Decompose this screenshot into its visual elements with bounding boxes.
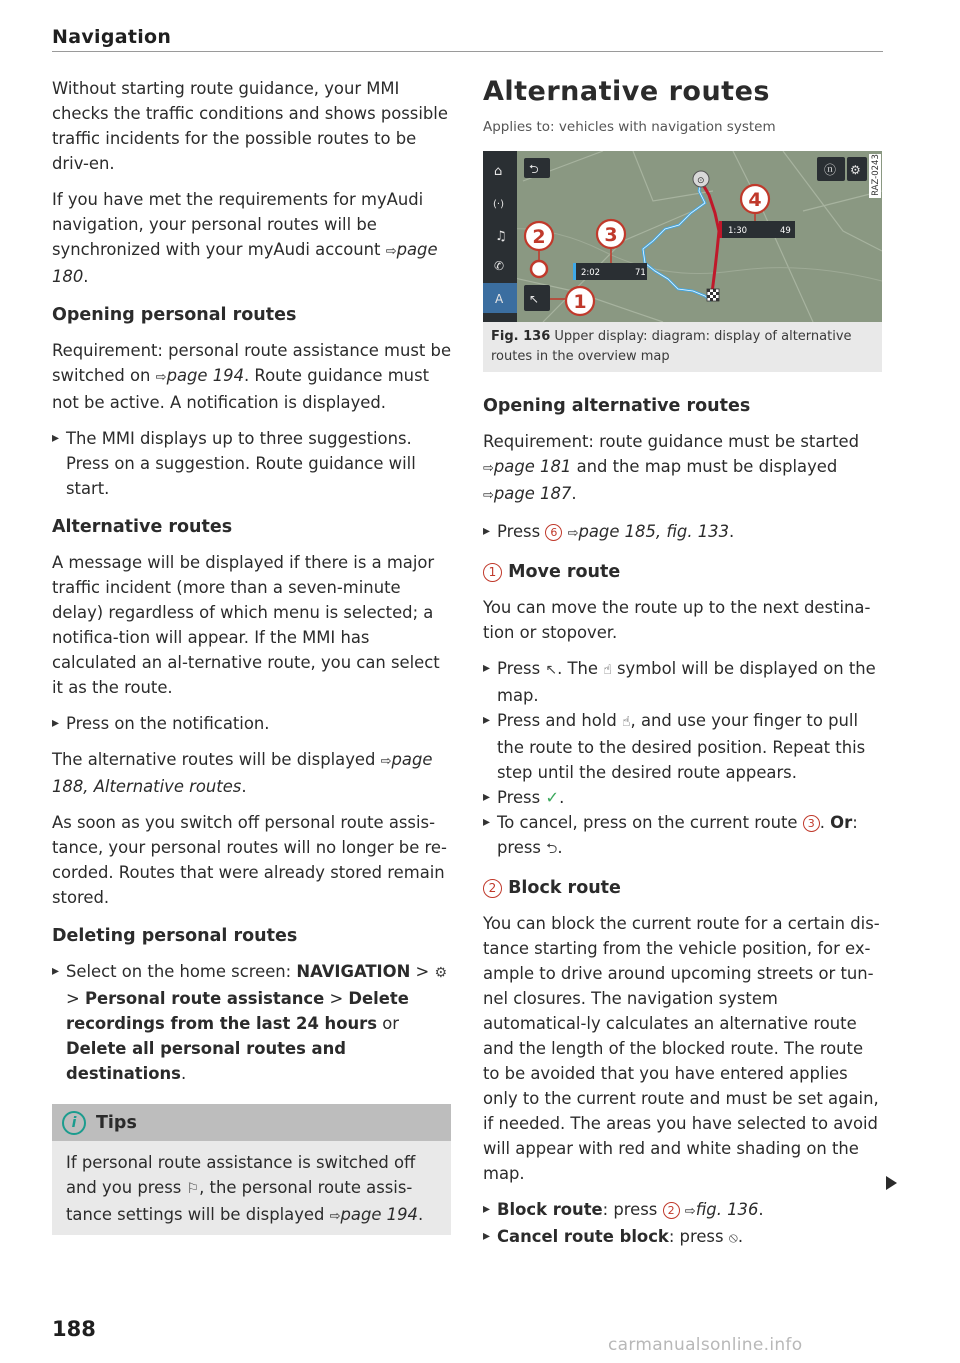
block-route-control[interactable] (531, 261, 547, 277)
section-header: Navigation (52, 26, 172, 48)
personal-routes-requirement (52, 338, 452, 415)
page-title: Alternative routes (483, 76, 770, 107)
step-label: Block route (497, 1200, 603, 1219)
tips-text: If personal route assistance is switched off and you press (66, 1153, 416, 1197)
figure-caption (483, 322, 882, 372)
myaudi-text: If you have met the requirements for myAudi navigation, your personal routes will be synchronized with your myAudi account (52, 190, 424, 259)
instruction-step: ▸ Cancel route block: press ⦸. (483, 1224, 883, 1251)
current-route-color-marker (719, 221, 722, 238)
tips-text-end: , the personal route assis-tance settings will be displayed (66, 1178, 413, 1224)
alt-route-distance: 71 (635, 268, 646, 278)
back-arrow-icon: ⮌ (546, 841, 558, 857)
requirement-text-2: and the map must be displayed (576, 457, 838, 476)
instruction-step: ▸ Press ✓. (483, 785, 883, 810)
tips-title: Tips (96, 1112, 137, 1133)
instruction-step: ▸ Block route: press 2 ⇨fig. 136. (483, 1197, 883, 1224)
menu-navigation: NAVIGATION (296, 962, 411, 981)
heading-block-route-text: Block route (508, 878, 621, 898)
instruction-step: ▸ The MMI displays up to three suggestions. Press on a suggestion. Route guidance will start. (52, 426, 452, 501)
figure-label: Fig. 136 (491, 329, 551, 344)
step-text-2: , and use your finger to pull the route to the desired position. Repeat this step until the desired route appears. (497, 711, 866, 782)
page-reference-link[interactable]: page 180 (52, 240, 438, 286)
reference-arrow-icon: ⇨ (684, 1204, 696, 1219)
figure-136-map (483, 151, 882, 322)
reference-arrow-icon: ⇨ (155, 370, 167, 385)
figure-caption-text: Upper display: diagram: display of alternative routes in the overview map (491, 329, 852, 364)
figure-reference-link[interactable]: fig. 136 (695, 1200, 759, 1219)
callout-1-icon: 1 (483, 563, 502, 582)
block-route-paragraph: You can block the current route for a certain dis-tance starting from the vehicle position, for ex-ample to drive around upcoming streets or tun-nel closures. The navigation system automatical-ly calculates an alternative route and the length of the blocked route. The route to be avoided that you have entered applies only to the current route and must be set again, if needed. The areas you have selected to avoid will appear with red and white shading on the map. (483, 914, 880, 1183)
tips-header (52, 1104, 451, 1141)
home-icon[interactable]: ⌂ (494, 164, 503, 179)
instruction-step (483, 708, 883, 785)
info-icon: i (62, 1111, 86, 1135)
checkmark-icon: ✓ (545, 788, 560, 807)
callout-3-icon: 3 (803, 815, 820, 832)
applies-to-note: Applies to: vehicles with navigation system (483, 119, 776, 135)
step-label: Cancel route block (497, 1227, 669, 1246)
navigation-icon[interactable]: A (495, 292, 504, 306)
intro-paragraph: Without starting route guidance, your MMI checks the traffic conditions and shows possible traffic incidents for the possible routes to be driv-en. (52, 79, 448, 173)
instruction-step: ▸ Select on the home screen: NAVIGATION > ⚙ > Personal route assistance > Delete recordings from the last 24 hours or Delete all personal routes and destinations. (52, 959, 452, 1086)
requirement-text: Requirement: personal route assistance must be switched on (52, 341, 452, 385)
gear-icon: ⚙ (850, 163, 861, 177)
step-text-2: . The (557, 659, 598, 678)
reference-arrow-icon: ⇨ (483, 461, 494, 476)
step-text-3: symbol will be displayed on the map. (497, 659, 876, 705)
page-reference-link[interactable]: page 181 (493, 457, 572, 476)
step-text: Press and hold (497, 711, 617, 730)
route-settings-icon: ⚐ (186, 1181, 200, 1197)
header-divider (52, 51, 883, 52)
menu-delete-recordings: Delete recordings from the last 24 hours (66, 989, 409, 1033)
instruction-step: ▸ Press 6 ⇨page 185, fig. 133. (483, 519, 883, 546)
reference-arrow-icon: ⇨ (380, 754, 392, 769)
cancel-block-icon: ⦸ (728, 1230, 738, 1246)
step-text-2: press (497, 838, 541, 857)
map-illustration (483, 151, 882, 322)
reference-arrow-icon: ⇨ (329, 1209, 341, 1224)
step-text: To cancel, press on the current route (497, 813, 798, 832)
alt-requirement-paragraph: Requirement: route guidance must be started ⇨page 181 and the map must be displayed ⇨page 187. (483, 432, 860, 503)
hand-drag-icon: ☝ (603, 662, 612, 678)
reference-arrow-icon: ⇨ (483, 488, 494, 503)
step-text: Press (497, 522, 541, 541)
menu-personal-route-assistance: Personal route assistance (84, 989, 325, 1008)
heading-opening-alternative-routes: Opening alternative routes (483, 396, 751, 416)
requirement-text-end: . Route guidance must not be active. A notification is displayed. (52, 366, 430, 412)
myaudi-paragraph: If you have met the requirements for myAudi navigation, your personal routes will be synchronized with your myAudi account ⇨page 180. (52, 190, 438, 286)
callout-3-number: 3 (604, 224, 618, 246)
tips-body: If personal route assistance is switched off and you press ⚐, the personal route assis-tance settings will be displayed ⇨page 194. (66, 1153, 424, 1224)
music-icon[interactable]: ♫ (495, 229, 507, 244)
heading-deleting-personal-routes: Deleting personal routes (52, 926, 298, 946)
step-text: : press (668, 1227, 724, 1246)
alternative-paragraph: A message will be displayed if there is a major traffic incident (more than a seven-minute delay) regardless of which menu is selected; a notifica-tion will appear. If the MMI has calculated an al-ternative route, you can select it as the route. (52, 553, 440, 697)
phone-icon[interactable]: ✆ (494, 259, 505, 273)
page-reference-link[interactable]: page 187 (493, 484, 572, 503)
move-route-paragraph: You can move the route up to the next destina-tion or stopover. (483, 598, 871, 642)
callout-6-icon: 6 (545, 524, 562, 541)
requirement-text: Requirement: route guidance must be started (483, 432, 860, 451)
callout-2-number: 2 (532, 226, 546, 248)
move-route-icon: ↖ (529, 292, 540, 306)
back-arrow-icon: ⮌ (529, 162, 539, 176)
left-column (52, 76, 452, 1235)
heading-move-route (483, 560, 883, 584)
heading-alternative-routes: Alternative routes (52, 517, 233, 537)
instruction-step: ▸ Press on the notification. (52, 711, 452, 736)
hand-drag-icon: ☝ (622, 714, 631, 730)
reference-arrow-icon: ⇨ (385, 244, 397, 259)
figure-code-strip (869, 154, 881, 198)
current-route-distance: 49 (780, 226, 791, 236)
alt-route-time: 2:02 (581, 268, 601, 278)
move-route-icon: ↖ (545, 662, 558, 678)
instruction-step (483, 656, 883, 708)
step-text-or: or (382, 1014, 399, 1033)
alt-route-color-marker (573, 263, 576, 280)
start-marker-icon: ⊙ (697, 176, 705, 186)
instruction-step: ▸ To cancel, press on the current route 3 . Or: press ⮌. (483, 810, 883, 862)
page-reference-link[interactable]: page 194 (166, 366, 245, 385)
callout-2-icon: 2 (483, 879, 502, 898)
continue-arrow-icon (886, 1176, 897, 1190)
callout-1-number: 1 (573, 291, 587, 313)
settings-gear-icon: ⚙ (434, 965, 448, 981)
step-or: Or (830, 813, 853, 832)
compass-icon: ⓝ (824, 163, 837, 177)
heading-opening-personal-routes: Opening personal routes (52, 305, 297, 325)
display-text: The alternative routes will be displayed (52, 750, 376, 769)
heading-move-route-text: Move route (508, 562, 621, 582)
tips-box (52, 1104, 451, 1235)
page-number: 188 (52, 1317, 96, 1341)
page-reference-link[interactable]: page 194 (340, 1205, 418, 1224)
current-route-time: 1:30 (728, 226, 748, 236)
callout-2-icon: 2 (663, 1202, 680, 1219)
page-reference-link[interactable]: page 188, Alternative routes (52, 750, 433, 796)
step-text: Press (497, 659, 541, 678)
reference-arrow-icon: ⇨ (567, 526, 579, 541)
alternative-display-paragraph: The alternative routes will be displayed ⇨page 188, Alternative routes. (52, 750, 433, 796)
menu-delete-all: Delete all personal routes and destinations (66, 1039, 347, 1083)
figure-code: RAZ-0243 (870, 154, 881, 196)
step-text: Press (497, 788, 541, 807)
watermark: carmanualsonline.info (608, 1335, 803, 1355)
radio-icon[interactable]: (·) (493, 199, 504, 210)
right-column (483, 76, 883, 1262)
heading-block-route (483, 876, 883, 900)
callout-4-number: 4 (748, 189, 762, 211)
switch-off-paragraph: As soon as you switch off personal route assis-tance, your personal routes will no longer be re-corded. Routes that were already stored remain stored. (52, 813, 447, 907)
step-text: : press (602, 1200, 658, 1219)
step-text: Select on the home screen: (66, 962, 292, 981)
page-reference-link[interactable]: page 185, fig. 133 (578, 522, 730, 541)
